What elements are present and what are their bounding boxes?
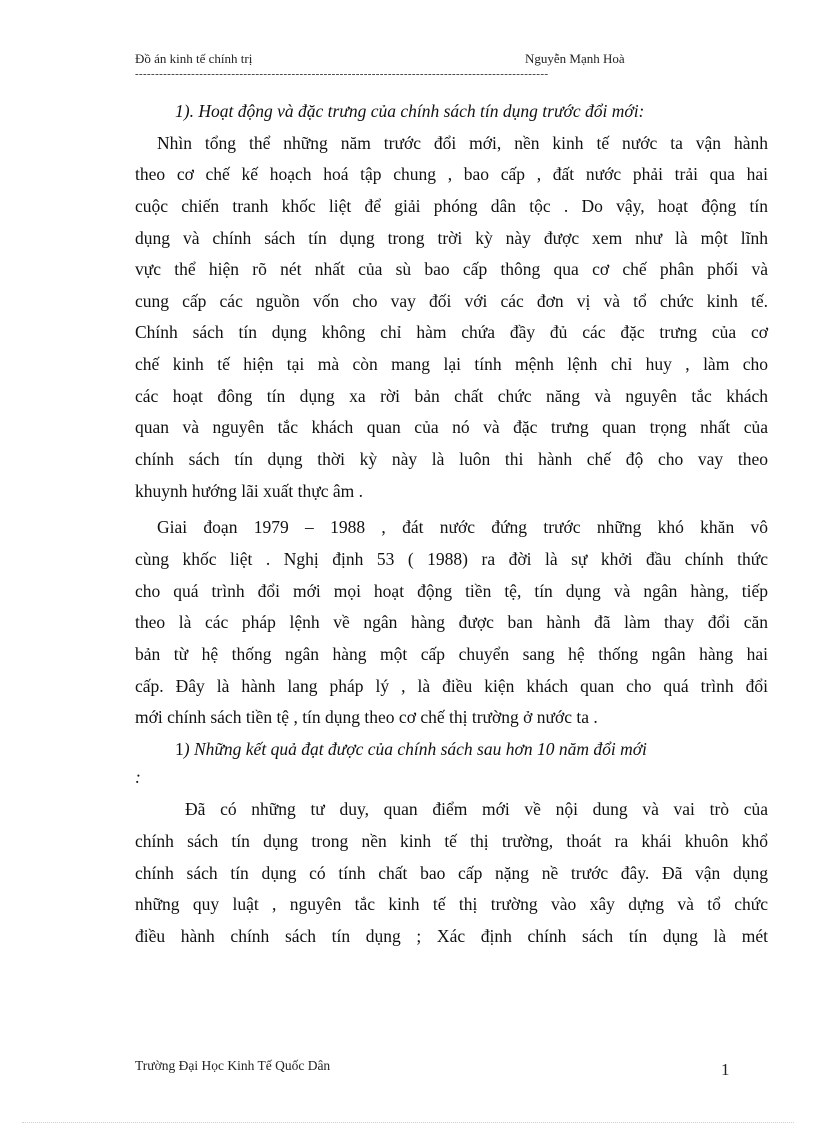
section-heading-2-colon: : xyxy=(135,767,141,788)
paragraph-2-line: mới chính sách tiền tệ , tín dụng theo cơ chế thị trường ở nước ta . xyxy=(135,707,598,728)
header-title: Đồ án kinh tế chính trị xyxy=(135,51,253,66)
paragraph-1-line: Chính sách tín dụng không chỉ hàm chứa đầy đủ các đặc trưng của cơ xyxy=(135,322,768,343)
paragraph-2-line: cấp. Đây là hành lang pháp lý , là điều kiện khách quan cho quá trình đổi xyxy=(135,675,768,696)
paragraph-3-line: điều hành chính sách tín dụng ; Xác định chính sách tín dụng là mét xyxy=(135,926,768,947)
section-heading-2-number: 1 xyxy=(175,738,184,759)
paragraph-1-line: Nhìn tổng thể những năm trước đổi mới, nền kinh tế nước ta vận hành xyxy=(157,132,768,153)
paragraph-3-line: chính sách tín dụng trong nền kinh tế thị trường, thoát ra khái khuôn khổ xyxy=(135,831,768,852)
header-rule: ------------------------------------------------------------------------------------------------------- xyxy=(135,68,549,80)
document-body xyxy=(135,96,768,953)
paragraph-2-line: theo là các pháp lệnh về ngân hàng được ban hành đã làm thay đổi căn xyxy=(135,612,768,633)
paragraph-1-line: khuynh hướng lãi xuất thực âm . xyxy=(135,480,363,501)
header-author: Nguyễn Mạnh Hoà xyxy=(525,51,625,66)
paragraph-1-line: các hoạt đông tín dụng xa rời bản chất chức năng và nguyên tắc khách xyxy=(135,385,768,406)
paragraph-2-line: cho quá trình đổi mới mọi hoạt động tiền tệ, tín dụng và ngân hàng, tiếp xyxy=(135,580,768,601)
paragraph-2-line: Giai đoạn 1979 – 1988 , đát nước đứng trước những khó khăn vô xyxy=(157,517,768,538)
paragraph-2-line: cùng khốc liệt . Nghị định 53 ( 1988) ra đời là sự khởi đầu chính thức xyxy=(135,548,768,569)
paragraph-1-line: cuộc chiến tranh khốc liệt để giải phóng dân tộc . Do vậy, hoạt động tín xyxy=(135,195,768,216)
section-heading-2 xyxy=(135,734,768,766)
paragraph-3-line: chính sách tín dụng có tính chất bao cấp nặng nề trước đây. Đã vận dụng xyxy=(135,862,768,883)
paragraph-1-line: vực thể hiện rõ nét nhất của sù bao cấp thông qua cơ chế phân phối và xyxy=(135,259,768,280)
paragraph-2-line: bản từ hệ thống ngân hàng một cấp chuyển sang hệ thống ngân hàng hai xyxy=(135,643,768,664)
paragraph-1-line: chính sách tín dụng thời kỳ này là luôn thi hành chế độ cho vay theo xyxy=(135,449,768,470)
paragraph-1-line: theo cơ chế kế hoạch hoá tập chung , bao cấp , đất nước phải trải qua hai xyxy=(135,164,768,185)
page-number: 1 xyxy=(721,1060,730,1079)
paragraph-3-line: Đã có những tư duy, quan điểm mới về nội dung và vai trò của xyxy=(185,799,768,820)
paragraph-1-line: quan và nguyên tắc khách quan của nó và đặc trưng quan trọng nhất của xyxy=(135,417,768,438)
paragraph-1-line: dụng và chính sách tín dụng trong trời kỳ này được xem như là một lĩnh xyxy=(135,227,768,248)
footer-institution: Trường Đại Học Kinh Tế Quốc Dân xyxy=(135,1058,331,1073)
paragraph-3-line: những quy luật , nguyên tắc kinh tế thị trường vào xây dựng và tổ chức xyxy=(135,894,768,915)
paragraph-1-line: cung cấp các nguồn vốn cho vay đối với các đơn vị và tổ chức kinh tế. xyxy=(135,290,768,311)
section-heading-1: 1). Hoạt động và đặc trưng của chính sách tín dụng trước đổi mới: xyxy=(175,101,645,121)
paragraph-1-line: chế kinh tế hiện tại mà còn mang lại tính mệnh lệnh chỉ huy , làm cho xyxy=(135,354,768,375)
section-heading-2-text: ) Những kết quả đạt được của chính sách sau hơn 10 năm đổi mới xyxy=(183,738,647,759)
